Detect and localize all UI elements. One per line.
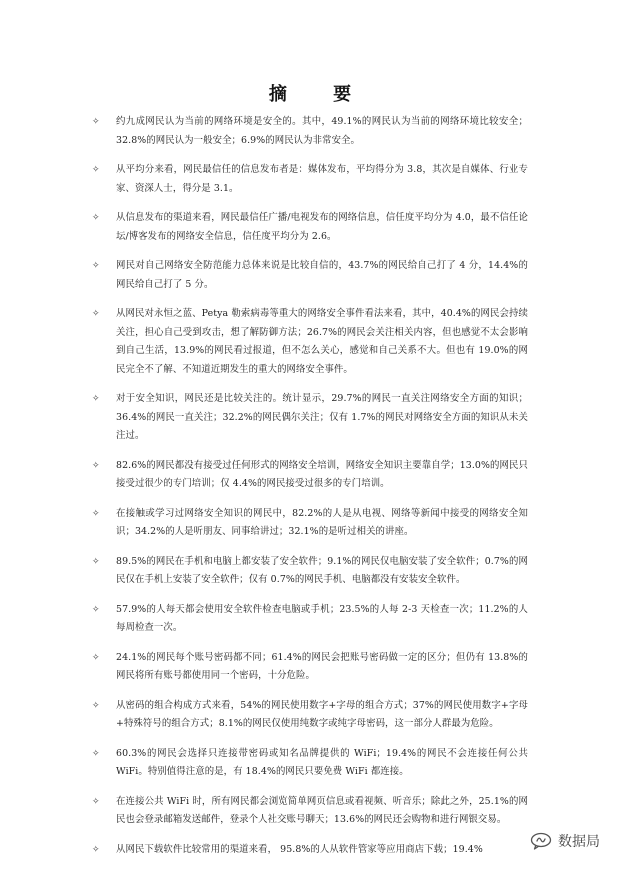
diamond-bullet-icon: ✧: [92, 748, 100, 759]
page-title: 摘 要: [268, 84, 372, 105]
summary-item: [92, 113, 528, 150]
summary-item: [92, 257, 528, 294]
diamond-bullet-icon: ✧: [92, 460, 100, 471]
diamond-bullet-icon: ✧: [92, 700, 100, 711]
diamond-bullet-icon: ✧: [92, 117, 100, 127]
summary-item-text: 82.6%的网民都没有接受过任何形式的网络安全培训，网络安全知识主要靠自学；13.0%的网民只接受过很少的专门培训；仅 4.4%的网民接受过很多的专门培训。: [116, 459, 528, 489]
summary-item-text: 从平均分来看，网民最信任的信息发布者是：媒体发布，平均得分为 3.8，其次是自媒体、行业专家、资深人士，得分是 3.1。: [116, 164, 528, 194]
wechat-official-account-icon: [530, 832, 552, 850]
summary-item-text: 在接触或学习过网络安全知识的网民中，82.2%的人是从电视、网络等新闻中接受的网络安全知识；34.2%的人是听朋友、同事给讲过；32.1%的是听过相关的讲座。: [116, 507, 528, 537]
summary-item-text: 网民对自己网络安全防范能力总体来说是比较自信的，43.7%的网民给自己打了 4 分，14.4%的网民给自己打了 5 分。: [116, 260, 528, 290]
summary-item: [92, 697, 528, 734]
summary-item: [92, 161, 528, 198]
diamond-bullet-icon: ✧: [92, 844, 100, 855]
summary-item: [92, 209, 528, 246]
summary-item-text: 从网民对永恒之蓝、Petya 勒索病毒等重大的网络安全事件看法来看，其中，40.4%的网民会持续关注，担心自己受到攻击，想了解防御方法；26.7%的网民会关注相关内容，但也感觉不太会影响到自己生活，13.9%的网民看过报道，但不怎么关心，感觉和自己关系不大。但也有 19.0%的网民完全不了解、不知道近期发生的重大的网络安全事件。: [116, 308, 528, 375]
watermark-text: 数据局: [558, 834, 600, 850]
diamond-bullet-icon: ✧: [92, 394, 100, 404]
summary-item: [92, 305, 528, 379]
summary-item-text: 对于安全知识，网民还是比较关注的。统计显示，29.7%的网民一直关注网络安全方面的知识；36.4%的网民一直关注；32.2%的网民偶尔关注；仅有 1.7%的网民对网络安全方面的知识从未关注过。: [116, 393, 528, 441]
summary-item: [92, 793, 528, 830]
diamond-bullet-icon: ✧: [92, 309, 100, 319]
summary-item: [92, 457, 528, 494]
diamond-bullet-icon: ✧: [92, 796, 100, 807]
diamond-bullet-icon: ✧: [92, 604, 100, 615]
diamond-bullet-icon: ✧: [92, 652, 100, 663]
diamond-bullet-icon: ✧: [92, 213, 100, 223]
summary-item: [92, 553, 528, 590]
summary-item: [92, 841, 528, 860]
summary-item-text: 约九成网民认为当前的网络环境是安全的。其中，49.1%的网民认为当前的网络环境比较安全；32.8%的网民认为一般安全；6.9%的网民认为非常安全。: [116, 116, 528, 146]
summary-item: [92, 745, 528, 782]
summary-item: [92, 505, 528, 542]
summary-item: [92, 390, 528, 446]
diamond-bullet-icon: ✧: [92, 508, 100, 519]
summary-list: [92, 113, 528, 870]
summary-item-text: 从网民下载软件比较常用的渠道来看， 95.8%的人从软件管家等应用商店下载；19.4%: [116, 843, 483, 855]
summary-item: [92, 649, 528, 686]
summary-item: [92, 601, 528, 638]
summary-item-text: 从密码的组合构成方式来看，54%的网民使用数字+字母的组合方式；37%的网民使用数字+字母+特殊符号的组合方式；8.1%的网民仅使用纯数字或纯字母密码，这一部分人群最为危险。: [116, 699, 528, 729]
watermark: [530, 831, 600, 851]
summary-item-text: 从信息发布的渠道来看，网民最信任广播/电视发布的网络信息，信任度平均分为 4.0，最不信任论坛/博客发布的网络安全信息，信任度平均分为 2.6。: [116, 212, 528, 242]
summary-item-text: 57.9%的人每天都会使用安全软件检查电脑或手机；23.5%的人每 2-3 天检查一次；11.2%的人每周检查一次。: [116, 603, 528, 633]
diamond-bullet-icon: ✧: [92, 556, 100, 567]
summary-item-text: 89.5%的网民在手机和电脑上都安装了安全软件；9.1%的网民仅电脑安装了安全软件；0.7%的网民仅在手机上安装了安全软件；仅有 0.7%的网民手机、电脑都没有安装安全软件。: [116, 555, 528, 585]
summary-item-text: 60.3%的网民会选择只连接带密码或知名品牌提供的 WiFi；19.4%的网民不会连接任何公共 WiFi。特别值得注意的是，有 18.4%的网民只要免费 WiFi 都连接。: [116, 747, 528, 777]
summary-item-text: 在连接公共 WiFi 时，所有网民都会浏览简单网页信息或看视频、听音乐；除此之外，25.1%的网民也会登录邮箱发送邮件，登录个人社交账号聊天；13.6%的网民还会购物和进行网银交易。: [116, 795, 528, 825]
summary-item-text: 24.1%的网民每个账号密码都不同；61.4%的网民会把账号密码做一定的区分；但仍有 13.8%的网民将所有账号都使用同一个密码，十分危险。: [116, 651, 528, 681]
diamond-bullet-icon: ✧: [92, 165, 100, 175]
diamond-bullet-icon: ✧: [92, 261, 100, 271]
